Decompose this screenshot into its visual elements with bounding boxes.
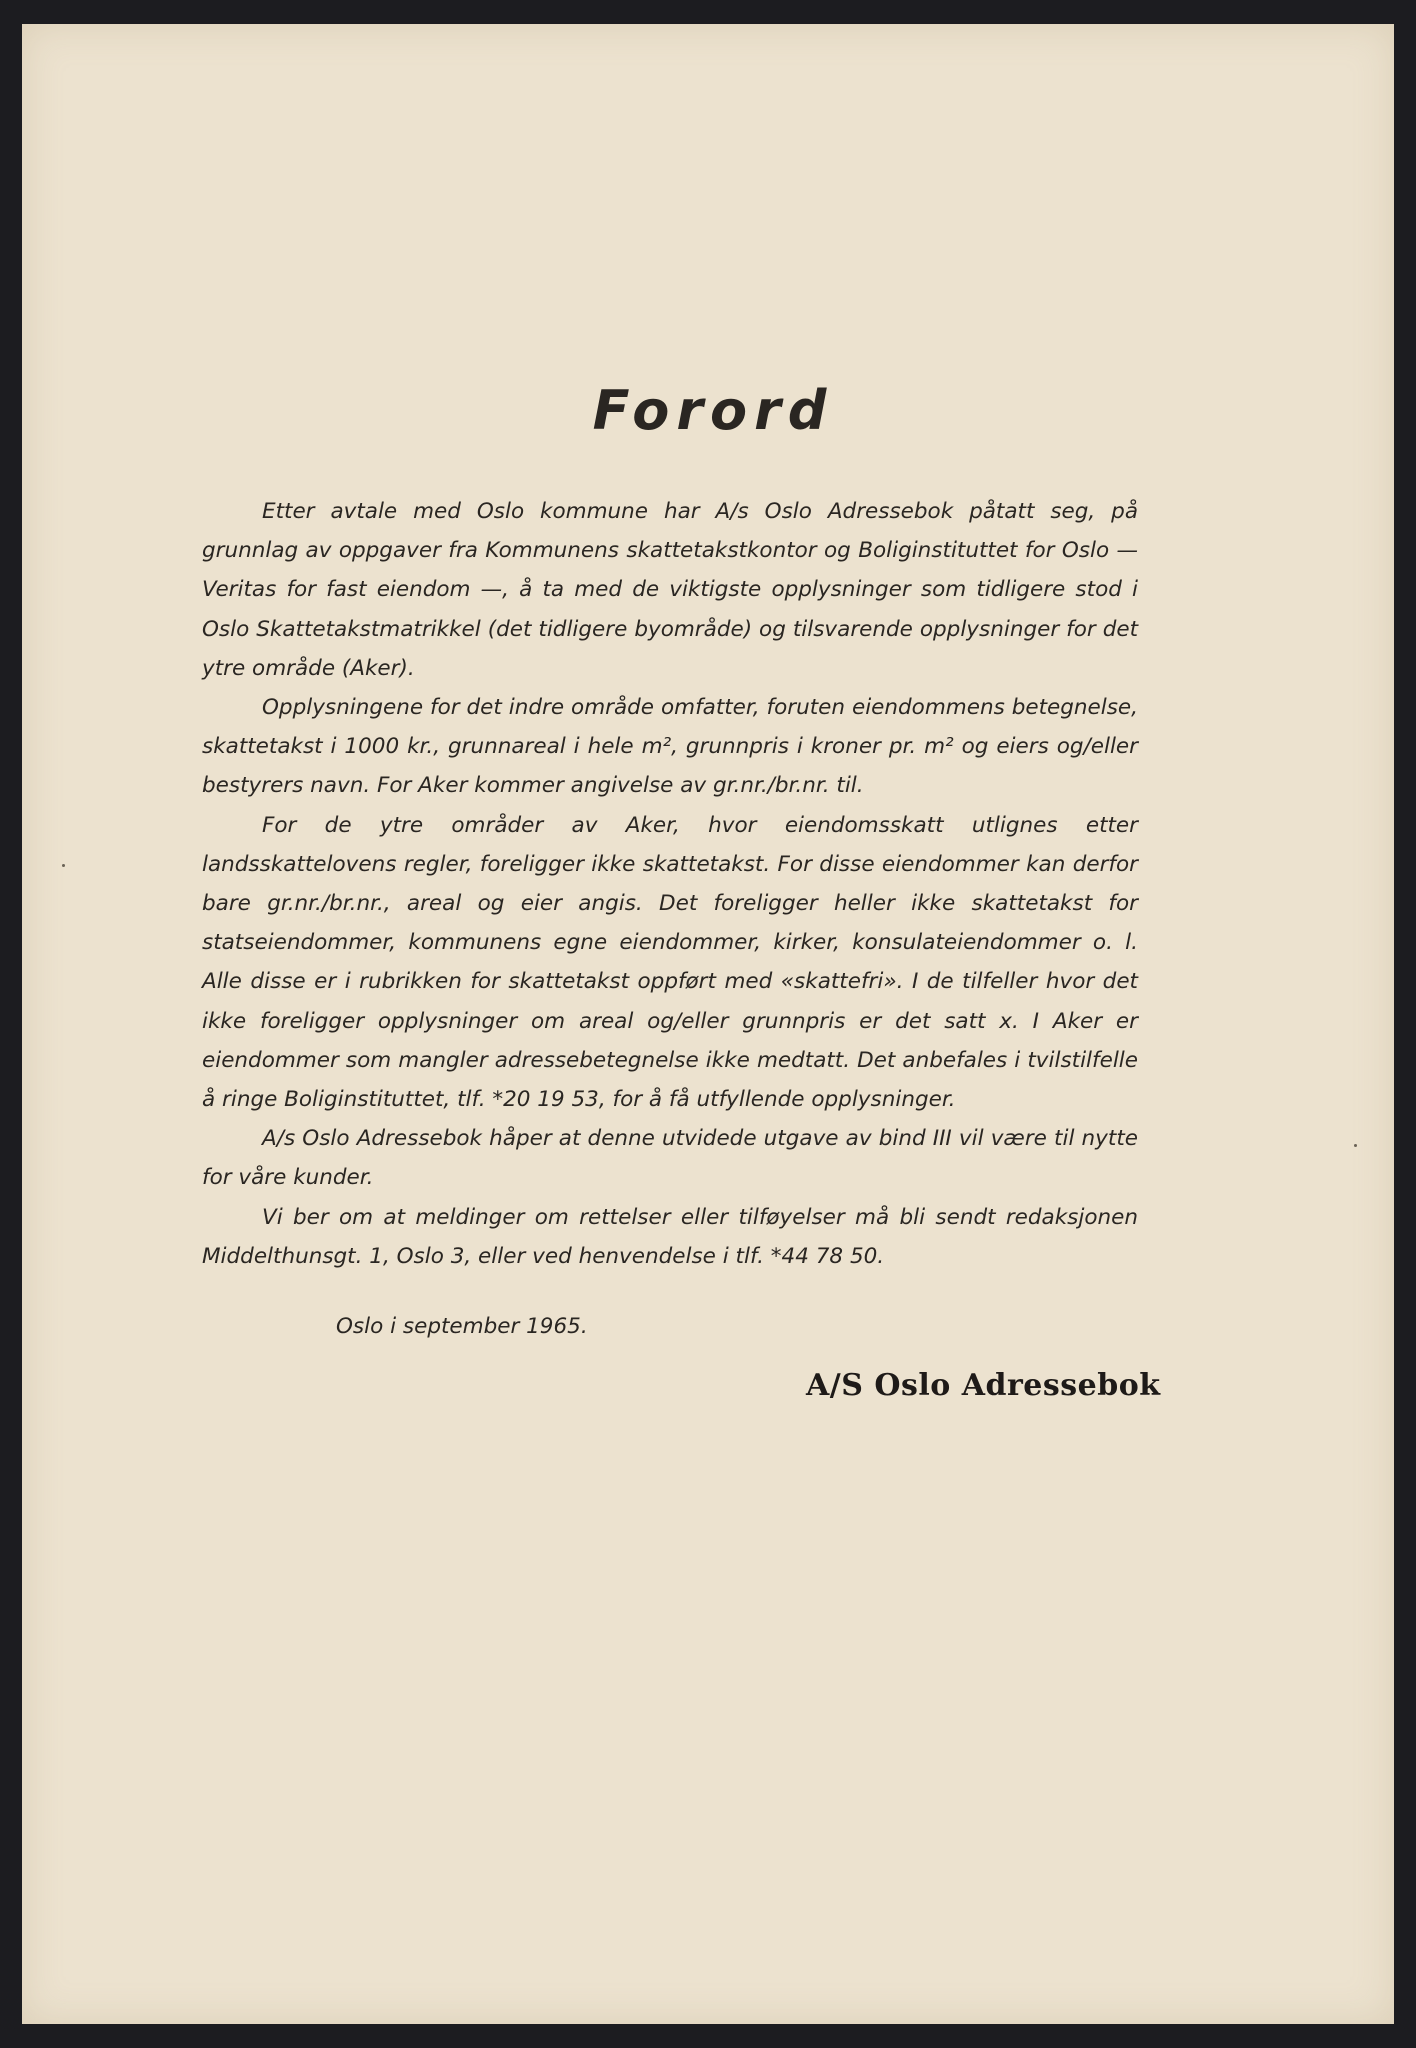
paragraph-3: For de ytre områder av Aker, hvor eiendomsskatt utlignes etter landsskattelovens regler, foreligger ikke skattetakst. For disse eiendommer kan derfor bare gr.nr./br.nr., areal og eier angis. Det foreligger heller ikke skattetakst for statseiendommer, kommunens egne eiendommer, kirker, konsulateiendommer o. l. Alle disse er i rubrikken for skattetakst oppført med «skattefri». I de tilfeller hvor det ikke foreligger opplysninger om areal og/eller grunnpris er det satt x. I Aker er eiendommer som mangler adressebetegnelse ikke medtatt. Det anbefales i tvilstilfelle å ringe Boliginstituttet, tlf. *20 19 53, for å få utfyllende opplysninger.: [202, 812, 1138, 1113]
signature: A/S Oslo Adressebok: [806, 1368, 1161, 1403]
paragraph-1: Etter avtale med Oslo kommune har A/s Oslo Adressebok påtatt seg, på grunnlag av oppgaver fra Kommunens skattetakstkontor og Boliginstituttet for Oslo — Veritas for fast eiendom —, å ta med de viktigste opplysninger som tidligere stod i Oslo Skattetakstmatrikkel (det tidligere byområde) og tilsvarende opplysninger for det ytre område (Aker).: [202, 499, 1138, 681]
body-text: [202, 492, 1138, 1276]
paragraph-2: Opplysningene for det indre område omfatter, foruten eiendommens betegnelse, skattetakst i 1000 kr., grunnareal i hele m², grunnpris i kroner pr. m² og eiers og/eller bestyrers navn. For Aker kommer angivelse av gr.nr./br.nr. til.: [202, 695, 1138, 799]
document-page: [22, 24, 1394, 2024]
dateline: Oslo i september 1965.: [336, 1314, 588, 1339]
page-title: Forord: [592, 379, 834, 442]
scan-speck: [1354, 1144, 1357, 1147]
paragraph-4: A/s Oslo Adressebok håper at denne utvidede utgave av bind III vil være til nytte for våre kunder.: [202, 1126, 1138, 1191]
paragraph-5: Vi ber om at meldinger om rettelser eller tilføyelser må bli sendt redaksjonen Middelthunsgt. 1, Oslo 3, eller ved henvendelse i tlf. *44 78 50.: [202, 1204, 1138, 1269]
scan-speck: [62, 864, 65, 867]
